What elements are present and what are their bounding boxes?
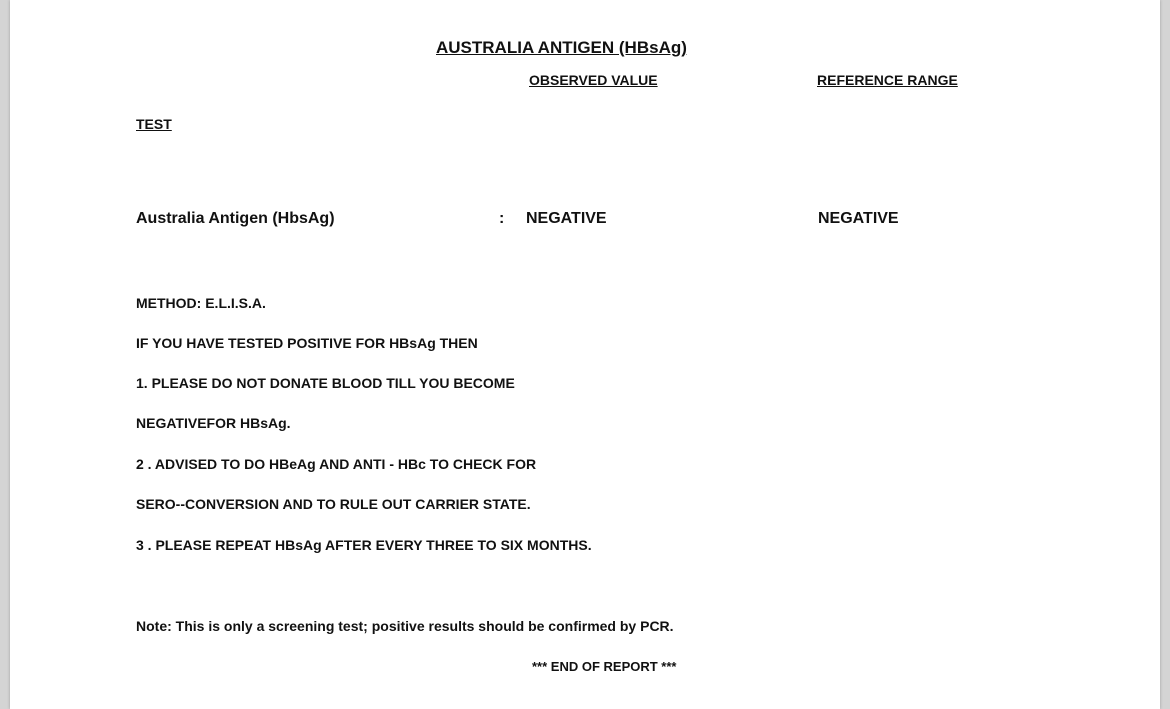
report-title: AUSTRALIA ANTIGEN (HBsAg): [436, 38, 687, 57]
report-page: [10, 0, 1160, 709]
instruction-line: 3 . PLEASE REPEAT HBsAg AFTER EVERY THREE TO SIX MONTHS.: [136, 537, 592, 553]
end-of-report: *** END OF REPORT ***: [532, 659, 677, 674]
result-separator: :: [499, 210, 505, 227]
test-header: TEST: [136, 116, 172, 132]
instruction-line: 1. PLEASE DO NOT DONATE BLOOD TILL YOU BECOME: [136, 375, 515, 391]
test-name: Australia Antigen (HbsAg): [136, 210, 335, 227]
instruction-line: NEGATIVEFOR HBsAg.: [136, 415, 291, 431]
observed-value: NEGATIVE: [526, 210, 607, 227]
screening-note: Note: This is only a screening test; positive results should be confirmed by PCR.: [136, 618, 674, 634]
observed-value-header: OBSERVED VALUE: [529, 72, 658, 88]
instruction-line: IF YOU HAVE TESTED POSITIVE FOR HBsAg THEN: [136, 335, 478, 351]
method-line: METHOD: E.L.I.S.A.: [136, 295, 266, 311]
instruction-line: SERO--CONVERSION AND TO RULE OUT CARRIER STATE.: [136, 496, 531, 512]
reference-range-header: REFERENCE RANGE: [817, 72, 958, 88]
reference-range: NEGATIVE: [818, 210, 899, 227]
instruction-line: 2 . ADVISED TO DO HBeAg AND ANTI - HBc TO CHECK FOR: [136, 456, 537, 472]
